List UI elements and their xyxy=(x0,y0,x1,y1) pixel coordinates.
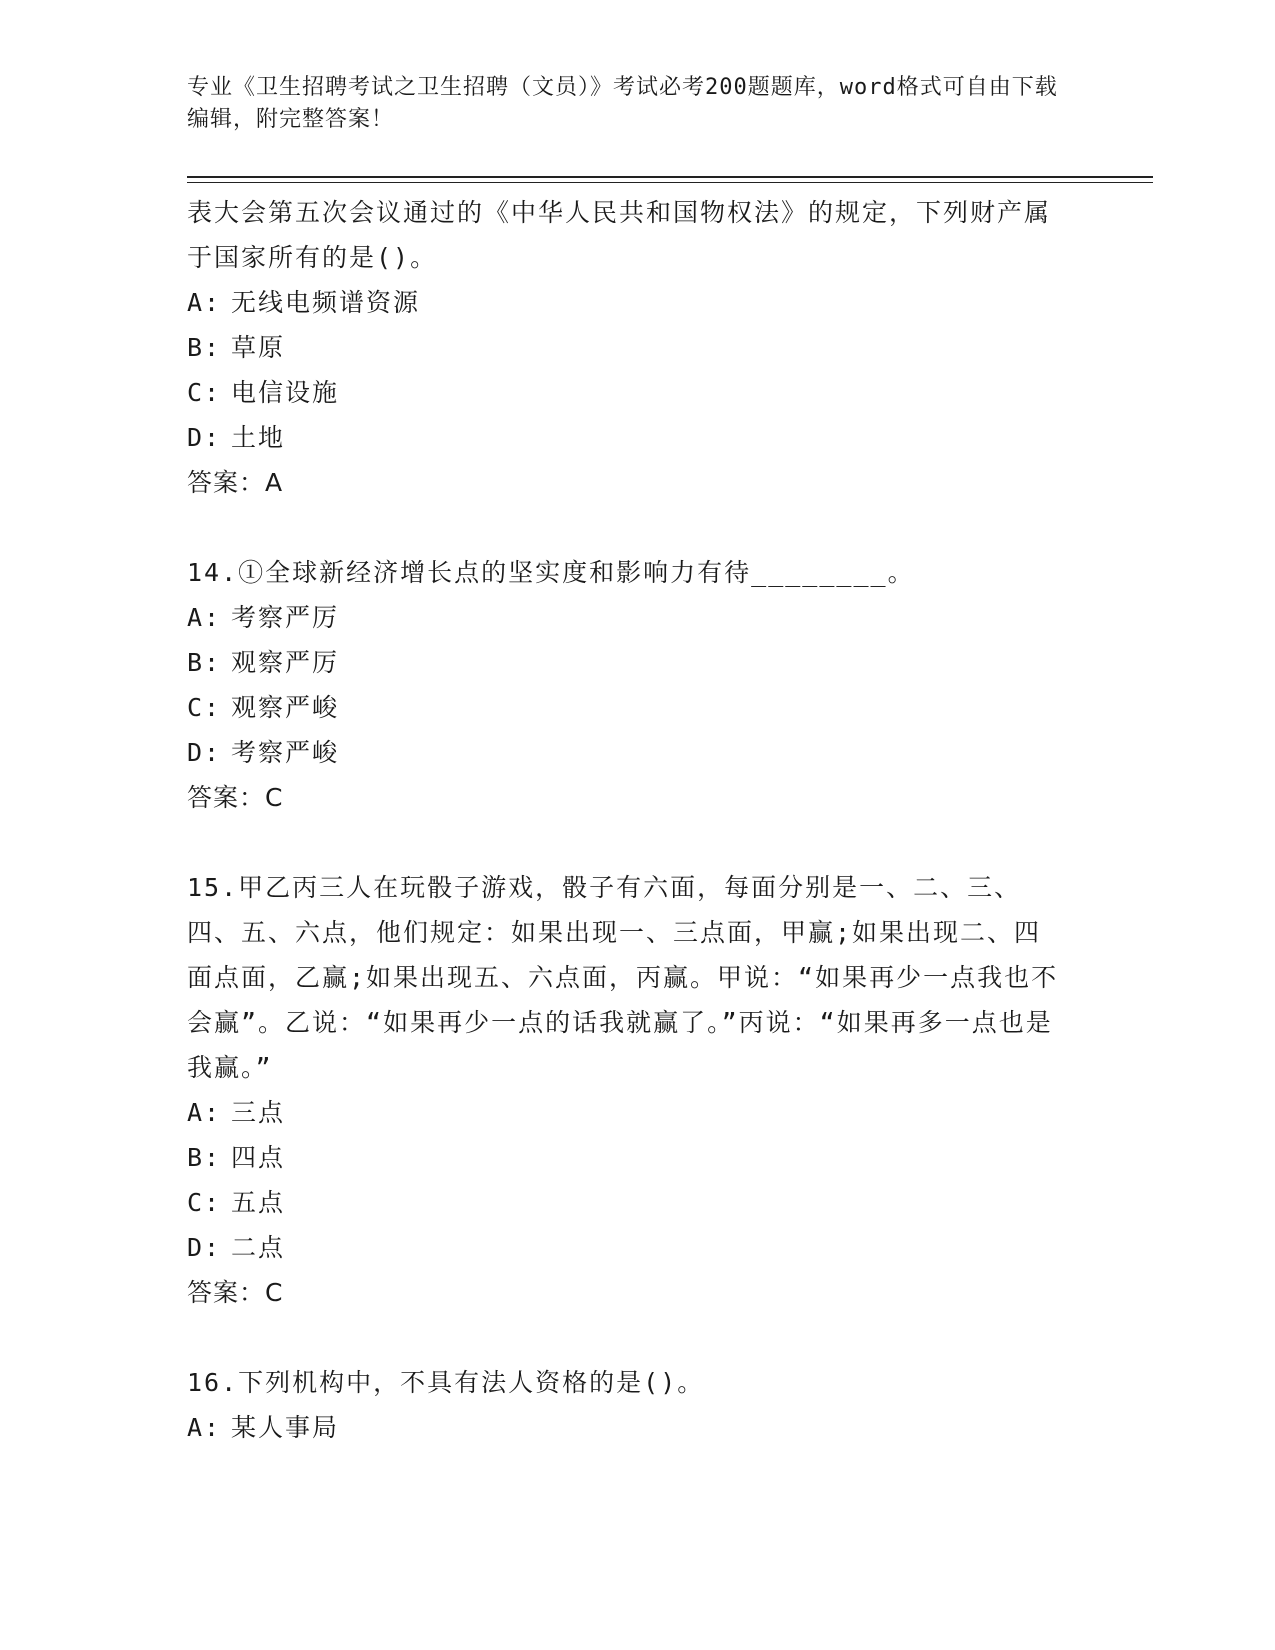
question-block xyxy=(187,190,1067,505)
option-text: 无线电频谱资源 xyxy=(231,288,421,317)
option-letter: B: xyxy=(187,648,222,677)
option-c xyxy=(187,370,1067,415)
option-letter: A: xyxy=(187,603,222,632)
answer-line: 答案：A xyxy=(187,468,284,497)
option-letter: C: xyxy=(187,378,222,407)
option-text: 观察严厉 xyxy=(231,648,340,677)
option-text: 五点 xyxy=(231,1188,286,1217)
option-letter: D: xyxy=(187,423,222,452)
option-text: 考察严峻 xyxy=(231,738,340,767)
option-letter: B: xyxy=(187,333,222,362)
option-text: 考察严厉 xyxy=(231,603,340,632)
option-d xyxy=(187,1225,1067,1270)
question-stem: 表大会第五次会议通过的《中华人民共和国物权法》的规定，下列财产属于国家所有的是()。 xyxy=(187,198,1052,272)
question-list xyxy=(187,190,1067,1450)
option-letter: D: xyxy=(187,738,222,767)
option-text: 三点 xyxy=(231,1098,286,1127)
option-letter: A: xyxy=(187,1413,222,1442)
option-text: 电信设施 xyxy=(231,378,340,407)
option-a xyxy=(187,1405,1067,1450)
option-d xyxy=(187,730,1067,775)
question-stem: 16.下列机构中，不具有法人资格的是()。 xyxy=(187,1368,705,1397)
answer-line: 答案：C xyxy=(187,1278,284,1307)
option-a xyxy=(187,595,1067,640)
option-text: 土地 xyxy=(231,423,286,452)
option-b xyxy=(187,640,1067,685)
option-c xyxy=(187,685,1067,730)
question-block xyxy=(187,865,1067,1315)
option-letter: C: xyxy=(187,1188,222,1217)
option-letter: D: xyxy=(187,1233,222,1262)
header-divider xyxy=(187,176,1153,178)
option-letter: C: xyxy=(187,693,222,722)
option-text: 二点 xyxy=(231,1233,286,1262)
question-stem: 15.甲乙丙三人在玩骰子游戏，骰子有六面，每面分别是一、二、三、四、五、六点，他们规定：如果出现一、三点面，甲赢;如果出现二、四面点面，乙赢;如果出现五、六点面，丙赢。甲说：“如果再少一点我也不会赢”。乙说：“如果再少一点的话我就赢了。”丙说：“如果再多一点也是我赢。” xyxy=(187,873,1059,1082)
option-d xyxy=(187,415,1067,460)
option-a xyxy=(187,1090,1067,1135)
option-c xyxy=(187,1180,1067,1225)
header-divider-thin xyxy=(187,182,1153,183)
option-letter: A: xyxy=(187,288,222,317)
question-block xyxy=(187,1360,1067,1450)
option-text: 观察严峻 xyxy=(231,693,340,722)
option-letter: B: xyxy=(187,1143,222,1172)
document-header: 专业《卫生招聘考试之卫生招聘（文员）》考试必考200题题库，word格式可自由下载编辑，附完整答案！ xyxy=(187,75,1058,132)
option-a xyxy=(187,280,1067,325)
question-stem: 14.①全球新经济增长点的坚实度和影响力有待________。 xyxy=(187,558,915,587)
option-b xyxy=(187,325,1067,370)
option-b xyxy=(187,1135,1067,1180)
answer-line: 答案：C xyxy=(187,783,284,812)
option-text: 草原 xyxy=(231,333,286,362)
option-letter: A: xyxy=(187,1098,222,1127)
option-text: 四点 xyxy=(231,1143,286,1172)
option-text: 某人事局 xyxy=(231,1413,340,1442)
question-block xyxy=(187,550,1067,820)
